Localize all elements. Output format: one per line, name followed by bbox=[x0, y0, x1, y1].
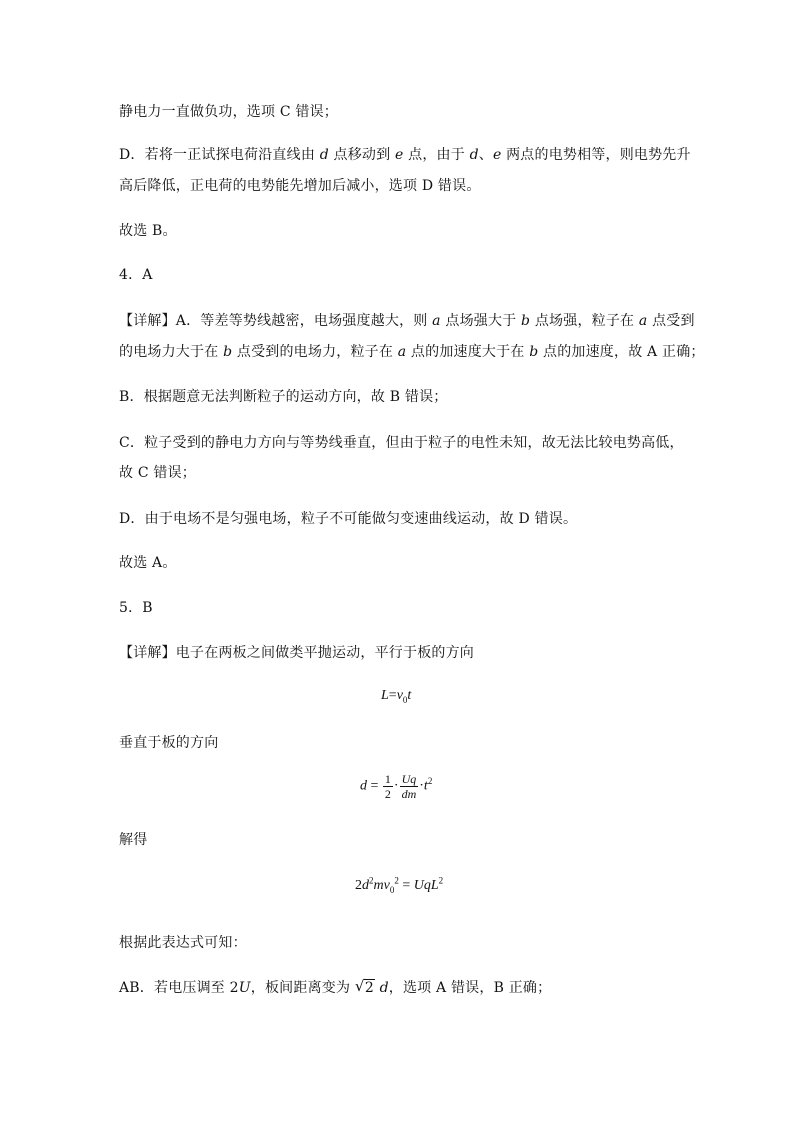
text-line: 故选 A。 bbox=[119, 555, 177, 571]
text-line: 【详解】A．等差等势线越密，电场强度越大，则 a 点场强大于 b 点场强，粒子在 a 点受到 bbox=[119, 313, 695, 329]
text-line: 故选 B。 bbox=[119, 223, 177, 239]
text-line: 垂直于板的方向 bbox=[119, 735, 219, 751]
text-line: D．若将一正试探电荷沿直线由 d 点移动到 e 点，由于 d、e 两点的电势相等，则电势先升 bbox=[119, 147, 691, 163]
sqrt-symbol: √ 2 bbox=[354, 977, 374, 996]
text-line: 根据此表达式可知： bbox=[119, 935, 247, 951]
fraction: $\frac{Uq}{dm}$ bbox=[401, 772, 417, 801]
text-line: 的电场力大于在 b 点受到的电场力，粒子在 a 点的加速度大于在 b 点的加速度，故 A 正确； bbox=[119, 344, 705, 360]
text-line: 故 C 错误； bbox=[119, 465, 197, 481]
text-line: 【详解】电子在两板之间做类平抛运动，平行于板的方向 bbox=[119, 645, 474, 661]
question-answer: 5．B bbox=[119, 600, 153, 616]
text-line: D．由于电场不是匀强电场，粒子不可能做匀变速曲线运动，故 D 错误。 bbox=[119, 511, 578, 527]
question-answer: 4．A bbox=[119, 267, 153, 283]
text-line: 静电力一直做负功，选项 C 错误； bbox=[119, 104, 339, 120]
equation-3: $2d^2mv_0^2 = UqL^2$ bbox=[355, 875, 444, 895]
text-line: AB．若电压调至 2U，板间距离变为 √ 2 d，选项 A 错误，B 正确； bbox=[119, 977, 552, 996]
equation-2: d = $\frac{1}{2}$ · $\frac{Uq}{dm}$ $\cdot t^2$ bbox=[360, 772, 433, 801]
text-line: C．粒子受到的静电力方向与等势线垂直，但由于粒子的电性未知，故无法比较电势高低， bbox=[119, 435, 684, 451]
text-line: 解得 bbox=[119, 832, 148, 848]
fraction: $\frac{1}{2}$ bbox=[384, 772, 391, 801]
text-line: B．根据题意无法判断粒子的运动方向，故 B 错误； bbox=[119, 389, 448, 405]
text-line: 高后降低，正电荷的电势能先增加后减小，选项 D 错误。 bbox=[119, 178, 481, 194]
equation-1: $L=v_0t$ bbox=[381, 688, 412, 705]
